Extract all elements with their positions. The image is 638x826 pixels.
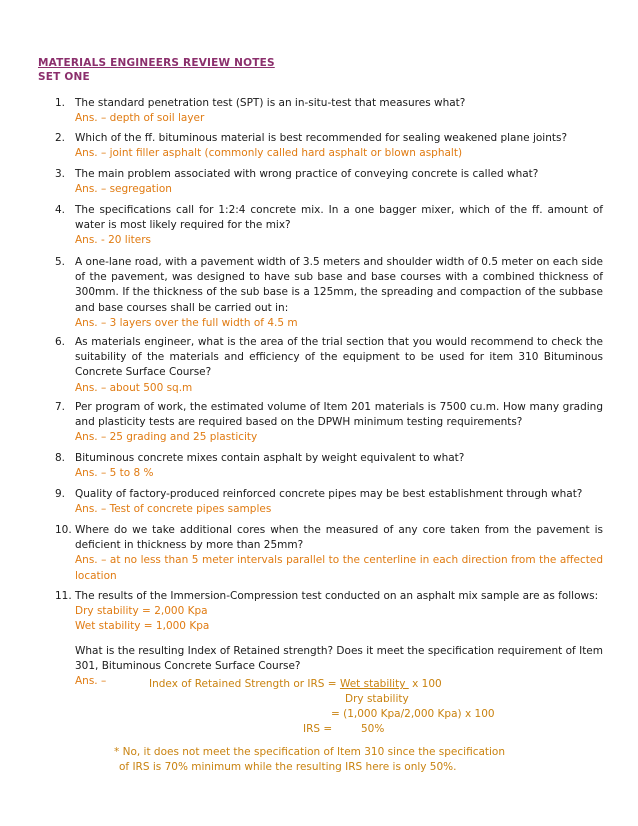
question-10 [55,523,603,584]
irs-formula-multiplier: x 100 [408,678,442,690]
question-text: Which of the ff. bituminous material is best recommended for sealing weakened plane joints? [75,132,568,144]
question-number: 2. [55,132,66,144]
conclusion-note-line-1: * No, it does not meet the specification of Item 310 since the specification [114,746,506,758]
answer-text: Ans. – depth of soil layer [75,112,205,125]
question-text-part-2: What is the resulting Index of Retained strength? Does it meet the specification requirement of Item 301, Bituminous Concrete Surface Course? [75,644,603,672]
question-7 [55,400,603,446]
answer-text: Ans. – 5 to 8 % [75,467,154,480]
question-text: The specifications call for 1:2:4 concrete mix. In a one bagger mixer, which of the ff. amount of water is most likely required for the mix? [75,204,603,232]
question-text: The main problem associated with wrong practice of conveying concrete is called what? [75,168,539,180]
irs-result-value: 50% [361,723,385,735]
question-text: Bituminous concrete mixes contain asphalt by weight equivalent to what? [75,452,465,464]
question-number: 3. [55,168,66,180]
dry-stability-given: Dry stability = 2,000 Kpa [75,605,208,618]
question-4 [55,203,603,249]
answer-text: Ans. – joint filler asphalt (commonly called hard asphalt or blown asphalt) [75,147,463,160]
answer-text: Ans. - 20 liters [75,234,152,247]
answer-label: Ans. – [75,675,107,688]
question-6 [55,335,603,396]
document-subtitle: SET ONE [38,71,90,83]
irs-formula-label: Index of Retained Strength or IRS = [149,678,340,690]
question-number: 8. [55,452,66,464]
document-title: MATERIALS ENGINEERS REVIEW NOTES [38,57,275,69]
question-text: A one-lane road, with a pavement width of 3.5 meters and shoulder width of 0.5 meter on each side of the pavement, was designed to have sub base and base courses with a combined thickness of 300mm. If the thickness of the sub base is a 125mm, the spreading and compaction of the subbase and base courses shall be carried out in: [75,256,603,314]
conclusion-note-line-2: of IRS is 70% minimum while the resulting IRS here is only 50%. [119,761,457,773]
question-text: Quality of factory-produced reinforced concrete pipes may be best establishment through what? [75,488,583,500]
irs-calculation: = (1,000 Kpa/2,000 Kpa) x 100 [331,708,495,720]
question-8 [55,451,603,481]
question-number: 1. [55,97,66,109]
answer-text: Ans. – at no less than 5 meter intervals parallel to the centerline in each direction from the affected location [75,554,603,582]
question-2 [55,131,603,161]
question-number: 7. [55,401,66,413]
question-text: The standard penetration test (SPT) is an in-situ-test that measures what? [75,97,466,109]
question-number: 4. [55,204,66,216]
question-3 [55,167,603,197]
question-9 [55,487,603,517]
question-number: 9. [55,488,66,500]
irs-formula [149,677,442,692]
question-5 [55,255,603,331]
question-number: 5. [55,256,66,268]
irs-result-label: IRS = [303,723,333,735]
question-1 [55,96,603,126]
question-11 [55,589,603,689]
answer-text: Ans. – 3 layers over the full width of 4.5 m [75,316,298,329]
question-number: 11. [55,590,72,602]
irs-formula-numerator: Wet stability [339,678,409,690]
question-text: Per program of work, the estimated volume of Item 201 materials is 7500 cu.m. How many grading and plasticity tests are required based on the DPWH minimum testing requirements? [75,401,603,429]
question-text: As materials engineer, what is the area of the trial section that you would recommend to check the suitability of the materials and efficiency of the equipment to be used for item 310 Bituminous Concrete Surface Course? [75,336,603,379]
irs-formula-denominator: Dry stability [345,693,409,705]
answer-text: Ans. – about 500 sq.m [75,381,193,394]
question-number: 10. [55,524,72,536]
question-text: Where do we take additional cores when the measured of any core taken from the pavement is deficient in thickness by more than 25mm? [75,524,603,552]
question-number: 6. [55,336,66,348]
answer-text: Ans. – 25 grading and 25 plasticity [75,431,258,444]
answer-text: Ans. – segregation [75,183,172,196]
answer-text: Ans. – Test of concrete pipes samples [75,503,272,516]
question-text: The results of the Immersion-Compression test conducted on an asphalt mix sample are as follows: [75,590,599,602]
wet-stability-given: Wet stability = 1,000 Kpa [75,620,210,633]
